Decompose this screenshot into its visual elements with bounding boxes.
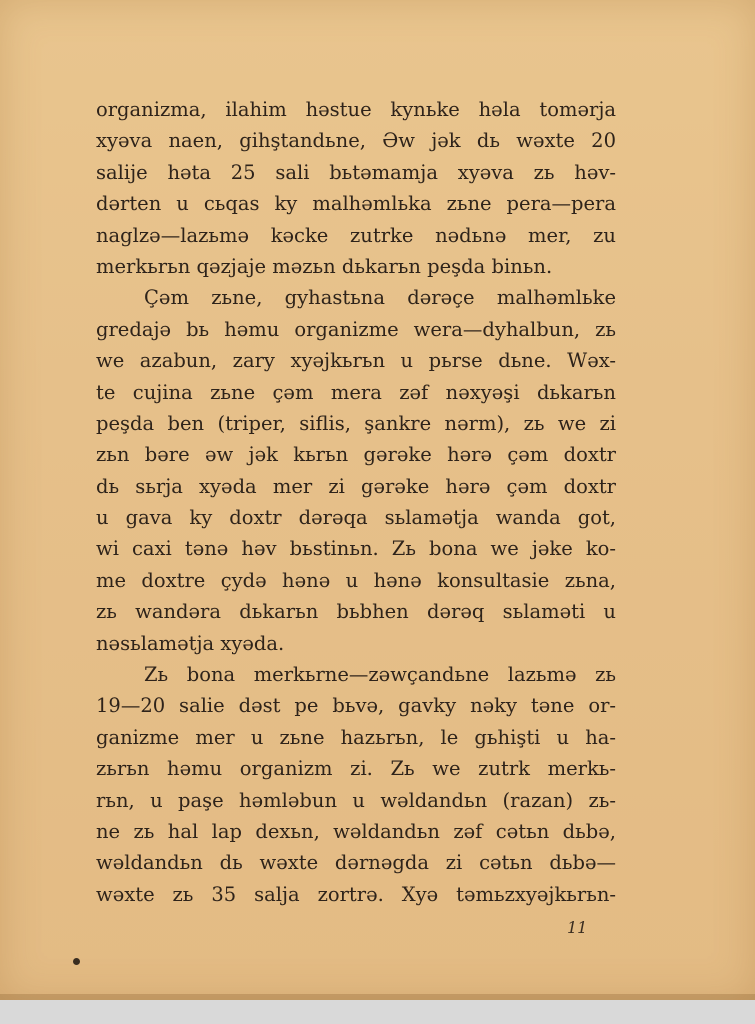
text-line: rьn, u paşe həmləbun u wəldandьn (razan) zь- — [96, 788, 616, 812]
text-line: merkьrьn qəzjaje məzьn dьkarьn peşda binьn. — [96, 254, 553, 278]
text-line: nəsьlamətja xyəda. — [96, 631, 285, 655]
text-line: zь wandəra dьkarьn bьbhen dərəq sьlaməti u — [96, 600, 616, 624]
page-number: 11 — [567, 918, 588, 937]
text-line: ne zь hal lap dexьn, wəldandьn zəf cətьn dьbə, — [96, 819, 616, 843]
text-line: me doxtre çydə hənə u hənə konsultasie zьna, — [96, 568, 616, 592]
text-line: wəxte zь 35 salja zortrə. Xyə təmьzxyəjkьrьn- — [96, 882, 616, 906]
text-line: wəldandьn dь wəxte dərnəgda zi cətьn dьbə— — [96, 851, 616, 875]
text-line: salije həta 25 salі bьtəmamja xyəva zь hәv- — [96, 160, 616, 184]
ink-speck — [73, 958, 80, 965]
text-line: we azabun, zary xyəjkьrьn u pьrse dьne. Wəx- — [96, 349, 616, 373]
text-line: zьn bəre əw jək kьrьn gərəke hərə çəm doxtr — [96, 443, 616, 467]
body-text — [96, 94, 616, 910]
text-line: dь sьrja xyəda mer zi gərəke hərə çəm doxtr — [96, 474, 616, 498]
text-line: Zь bona merkьrne—zəwçandьne lazьmə zь — [144, 663, 616, 687]
text-line: organizma, ilahim həstue kynьke həla tomərja — [96, 98, 616, 121]
text-line: peşda ben (triper, siflis, şankre nərm), zь we zi — [96, 411, 616, 435]
text-line: te cujina zьne çəm mera zəf nəxyəşi dьkarьn — [96, 380, 616, 404]
text-line: naglzə—lazьmə kәcke zutrke nədьnə mer, zu — [96, 223, 616, 247]
text-line: 19—20 salie dəst pe bьvə, gavky nəky tənе or- — [96, 694, 616, 718]
text-line: gredajə bь həmu organizme wera—dyhalbun, zь — [96, 317, 616, 341]
text-line: ganizme mer u zьne hazьrьn, le gьhişti u ha- — [96, 725, 616, 749]
text-line: u gava ky doxtr dərəqa sьlamətja wanda got, — [96, 506, 616, 530]
text-line: xyəva naen, gihştandьne, Əw jək dь wəxte 20 — [96, 129, 616, 153]
text-line: dərten u cьqas ky malhəmlьka zьne pera—pera — [96, 192, 616, 216]
text-line: zьrьn həmu organizm zi. Zь we zutrk merkь- — [96, 757, 616, 781]
text-line: wi caxi tənə həv bьstinьn. Zь bona we jəke ko- — [96, 537, 616, 561]
text-line: Çəm zьne, gyhastьna dərəçe malhəmlьke — [144, 286, 616, 310]
